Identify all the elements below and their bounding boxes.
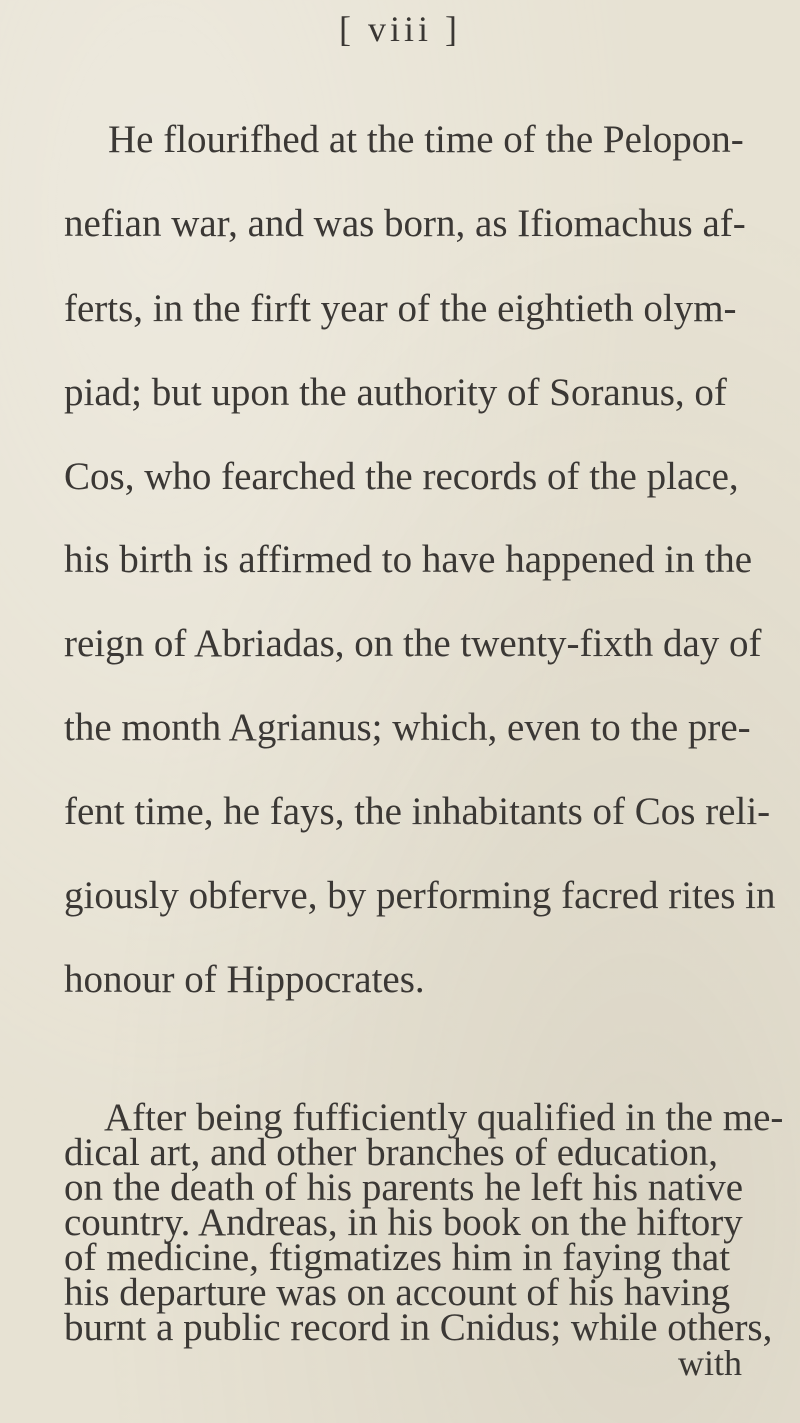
text-line-content: honour of Hippocrates. <box>64 958 425 1001</box>
text-line-content: Cos, who fearched the records of the place, <box>64 455 739 498</box>
text-line <box>0 788 800 836</box>
text-line-content: He flourifhed at the time of the Pelopon- <box>108 118 744 161</box>
text-line <box>0 536 800 584</box>
text-line-content: nefian war, and was born, as Ifiomachus af- <box>64 202 746 245</box>
text-line <box>0 956 800 1004</box>
page-number: [ viii ] <box>339 9 461 49</box>
text-line-content: dical art, and other branches of education, <box>64 1131 719 1174</box>
text-line <box>0 285 800 333</box>
text-line-content: burnt a public record in Cnidus; while others, <box>64 1306 773 1349</box>
text-line <box>0 620 800 668</box>
text-line <box>0 704 800 752</box>
text-line-content: ferts, in the firft year of the eightieth olym- <box>64 287 737 330</box>
text-line-content: on the death of his parents he left his native <box>64 1166 744 1209</box>
text-line-content: reign of Abriadas, on the twenty-fixth day of <box>64 622 762 665</box>
text-line <box>0 200 800 248</box>
text-line <box>0 872 800 920</box>
text-line-content: the month Agrianus; which, even to the pre- <box>64 706 751 749</box>
text-line <box>0 453 800 501</box>
text-line-content: giously obferve, by performing facred rites in <box>64 874 776 917</box>
text-line-content: his birth is affirmed to have happened in the <box>64 538 753 581</box>
catchword: with <box>677 1343 742 1383</box>
text-line-content: his departure was on account of his having <box>64 1271 731 1314</box>
text-line-content: fent time, he fays, the inhabitants of Cos reli- <box>64 790 771 833</box>
text-line <box>0 369 800 417</box>
text-line-content: of medicine, ftigmatizes him in faying that <box>64 1236 731 1279</box>
text-line-content: country. Andreas, in his book on the hiftory <box>64 1201 743 1244</box>
text-line-content: After being fufficiently qualified in the me- <box>104 1096 784 1139</box>
text-line-content: piad; but upon the authority of Soranus, of <box>64 371 727 414</box>
text-line <box>0 116 800 164</box>
